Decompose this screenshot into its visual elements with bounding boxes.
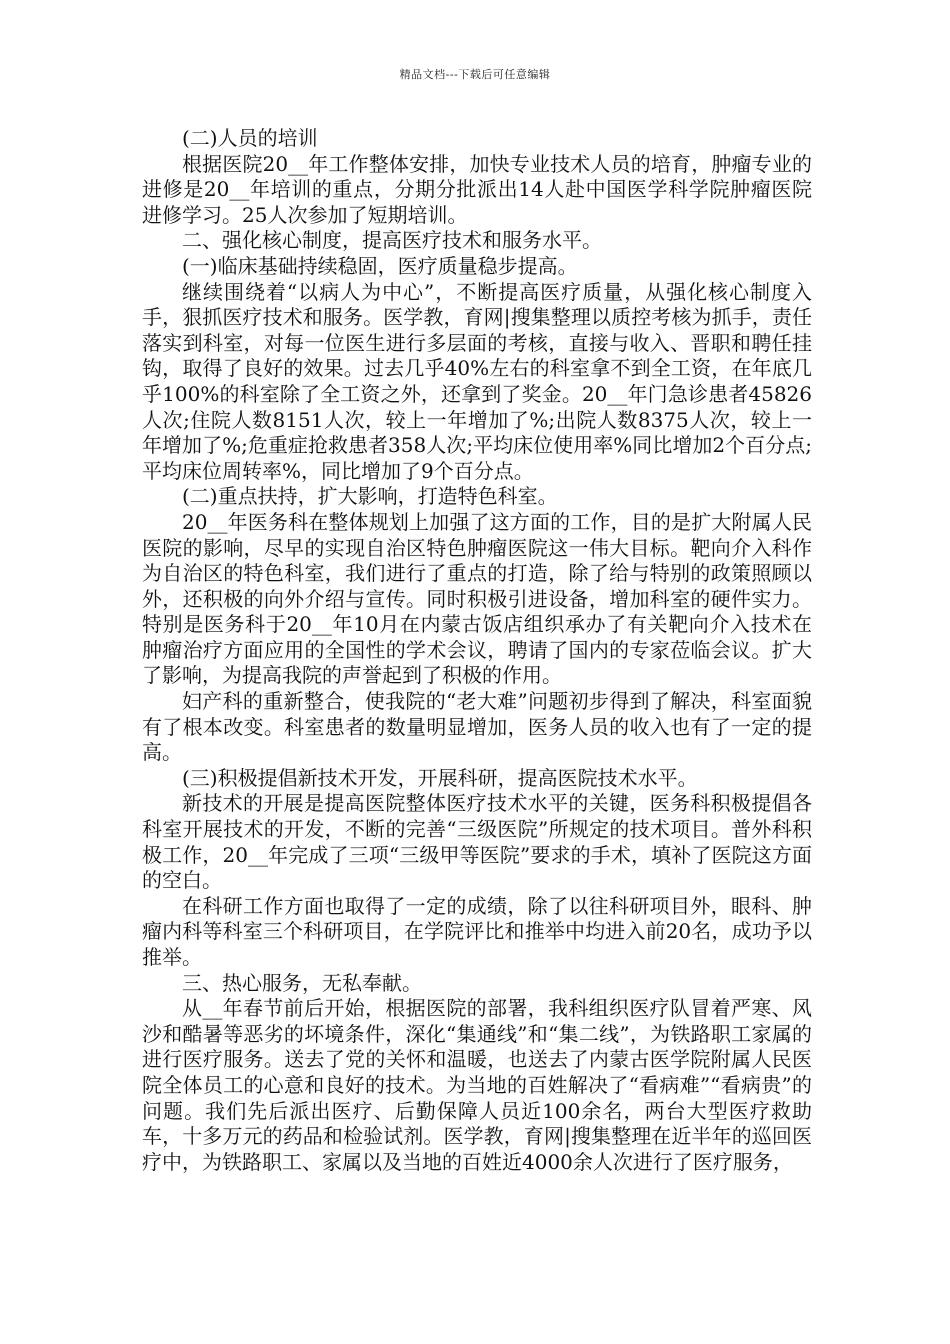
subheading-new-technology: (三)积极提倡新技术开发，开展科研，提高医院技术水平。 xyxy=(182,765,698,790)
document-body xyxy=(142,126,812,1175)
subheading-personnel-training: (二)人员的培训 xyxy=(182,126,318,150)
section-heading-2: 二、强化核心制度，提高医疗技术和服务水平。 xyxy=(182,228,602,253)
page-header: 精品文档---下载后可任意编辑 xyxy=(399,68,551,81)
paragraph-obstetrics: 妇产科的重新整合，使我院的“老大难”问题初步得到了解决，科室面貌有了根本改变。科室患者的数量明显增加，医务人员的收入也有了一定的提高。 xyxy=(142,689,812,765)
paragraph-service: 从__年春节前后开始，根据医院的部署，我科组织医疗队冒着严寒、风沙和酷暑等恶劣的坏境条件，深化“集通线”和“集二线”，为铁路职工家属的进行医疗服务。送去了党的关怀和温暖，也送去了内蒙古医学院附属人民医院全体员工的心意和良好的技术。为当地的百姓解决了“看病难”“看病贵”的问题。我们先后派出医疗、后勤保障人员近100余名，两台大型医疗救助车，十多万元的药品和检验试剂。医学教，育网|搜集整理在近半年的巡回医疗中，为铁路职工、家属以及当地的百姓近4000余人次进行了医疗服务， xyxy=(142,996,812,1174)
paragraph-new-technology: 新技术的开展是提高医院整体医疗技术水平的关键，医务科积极提倡各科室开展技术的开发，不断的完善“三级医院”所规定的技术项目。普外科积极工作，20__年完成了三项“三级甲等医院”要求的手术，填补了医院这方面的空白。 xyxy=(142,791,812,893)
paragraph-clinical-quality: 继续围绕着“以病人为中心”，不断提高医疗质量，从强化核心制度入手，狠抓医疗技术和服务。医学教，育网|搜集整理以质控考核为抓手，责任落实到科室，对每一位医生进行多层面的考核，直接与收入、晋职和聘任挂钩，取得了良好的效果。过去几乎40%左右的科室拿不到全工资，在年底几乎100%的科室除了全工资之外，还拿到了奖金。20__年门急诊患者45826人次;住院人数8151人次，较上一年增加了%;出院人数8375人次，较上一年增加了%;危重症抢救患者358人次;平均床位使用率%同比增加2个百分点;平均床位周转率%，同比增加了9个百分点。 xyxy=(142,279,812,483)
section-heading-3: 三、热心服务，无私奉献。 xyxy=(182,970,422,995)
paragraph-training: 根据医院20__年工作整体安排，加快专业技术人员的培育，肿瘤专业的进修是20__年培训的重点，分期分批派出14人赴中国医学科学院肿瘤医院进修学习。25人次参加了短期培训。 xyxy=(142,151,812,227)
subheading-clinical-quality: (一)临床基础持续稳固，医疗质量稳步提高。 xyxy=(182,253,578,278)
subheading-special-departments: (二)重点扶持，扩大影响，打造特色科室。 xyxy=(182,484,558,509)
paragraph-special-departments: 20__年医务科在整体规划上加强了这方面的工作，目的是扩大附属人民医院的影响，尽早的实现自治区特色肿瘤医院这一伟大目标。靶向介入科作为自治区的特色科室，我们进行了重点的打造，除了给与特别的政策照顾以外，还积极的向外介绍与宣传。同时积极引进设备，增加科室的硬件实力。特别是医务科于20__年10月在内蒙古饭店组织承办了有关靶向介入技术在肿瘤治疗方面应用的全国性的学术会议，聘请了国内的专家莅临会议。扩大了影响，为提高我院的声誉起到了积极的作用。 xyxy=(142,509,812,688)
paragraph-research: 在科研工作方面也取得了一定的成绩，除了以往科研项目外，眼科、肿瘤内科等科室三个科研项目，在学院评比和推举中均进入前20名，成功予以推举。 xyxy=(142,893,812,969)
